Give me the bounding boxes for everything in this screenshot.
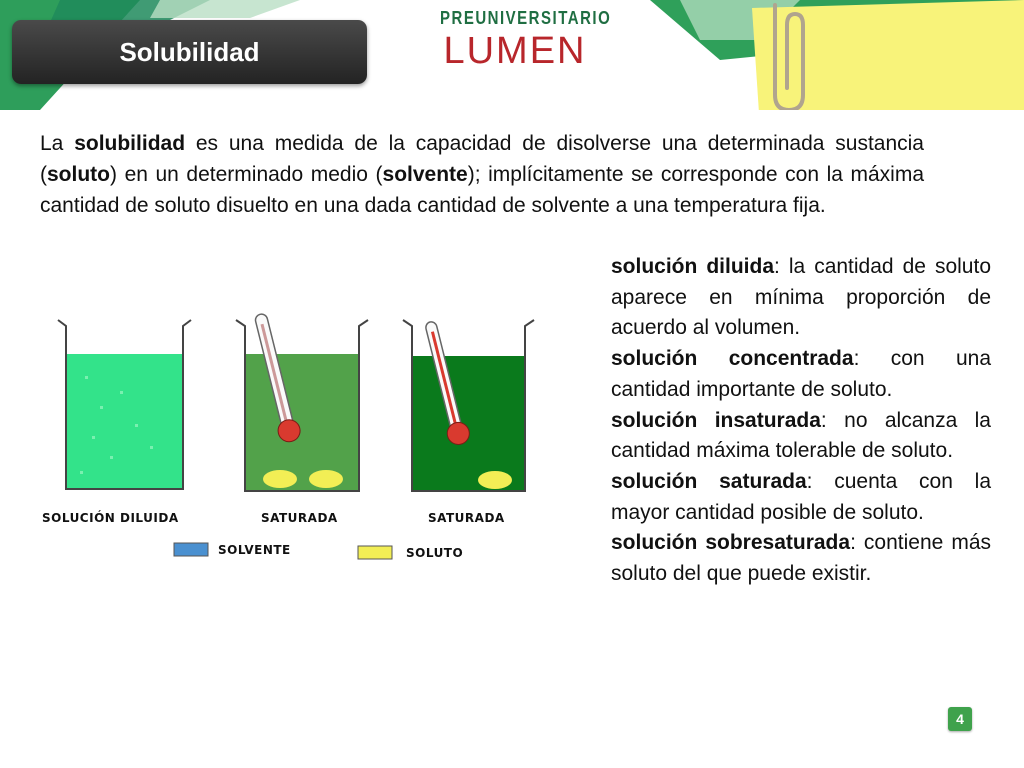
intro-term-soluto: soluto (47, 163, 110, 186)
definition-item (611, 344, 991, 405)
definition-term: solución insaturada (611, 408, 821, 432)
logo-top-text: PREUNIVERSITARIO (440, 8, 612, 29)
beaker-saturated-1 (236, 312, 368, 525)
definition-term: solución sobresaturada (611, 531, 851, 555)
solute-deposit (309, 470, 343, 488)
slide-title-box (12, 20, 367, 84)
intro-text: es una medida de la capacidad de disolverse una determinada sustancia ( (40, 132, 924, 186)
beakers-figure (40, 296, 540, 576)
beaker-label-saturated: SATURADA (261, 511, 338, 525)
intro-text: La (40, 132, 75, 155)
definition-text: : cuenta con la mayor cantidad posible de soluto. (611, 469, 991, 524)
definition-item (611, 406, 991, 467)
legend-swatch-solvent (174, 543, 208, 556)
definition-item (611, 252, 991, 344)
definition-text: : la cantidad de soluto aparece en mínima proporción de acuerdo al volumen. (611, 255, 991, 340)
solute-deposit (263, 470, 297, 488)
definition-item (611, 528, 991, 589)
beaker-saturated-2 (403, 319, 534, 525)
saturated-liquid-dark (412, 356, 525, 491)
definition-text: : contiene más soluto del que puede existir. (611, 531, 991, 586)
legend-label-solute: SOLUTO (406, 546, 464, 560)
beaker-label-saturated: SATURADA (428, 511, 505, 525)
definition-term: solución diluida (611, 255, 775, 278)
diluted-liquid (66, 354, 183, 489)
saturated-liquid (245, 354, 359, 491)
yellow-note (752, 0, 1024, 110)
beaker-label-diluted: SOLUCIÓN DILUIDA (42, 511, 179, 525)
intro-term-solvente: solvente (382, 163, 468, 186)
logo-main-text: LUMEN (443, 30, 587, 72)
intro-text: ) en un determinado medio ( (110, 163, 383, 186)
intro-text: ); implícitamente se corresponde con la máxima cantidad de soluto disuelto en una dada cantidad de solvente a una temperatura fija. (40, 163, 925, 217)
page-number: 4 (956, 711, 964, 727)
lumen-logo (440, 8, 612, 72)
page-number-badge (948, 707, 972, 731)
legend-swatch-solute (358, 546, 392, 559)
slide-title: Solubilidad (119, 36, 260, 67)
definition-item (611, 467, 991, 528)
definition-text: : no alcanza la cantidad máxima tolerable de soluto. (611, 408, 991, 463)
intro-paragraph (40, 128, 924, 221)
definition-term: solución concentrada (611, 347, 854, 371)
beaker-diluted (42, 320, 191, 525)
legend-label-solvent: SOLVENTE (218, 543, 291, 557)
light-ribbon-left (150, 0, 300, 18)
figure-legend (174, 543, 463, 560)
definition-text: : con una cantidad importante de soluto. (611, 347, 991, 401)
definition-term: solución saturada (611, 469, 807, 493)
definitions-list (611, 252, 991, 590)
intro-term-solubilidad: solubilidad (74, 132, 186, 155)
solute-deposit (478, 471, 512, 489)
